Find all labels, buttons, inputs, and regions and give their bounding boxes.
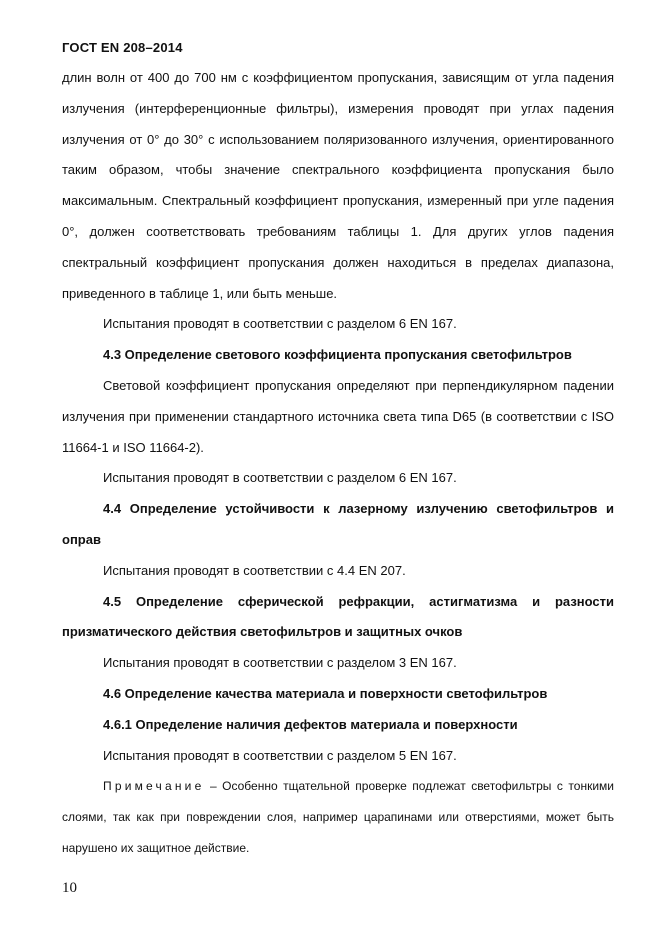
note-text: – Особенно тщательной проверке подлежат светофильтры с тонкими слоями, так как при повреждении слоя, например царапинами или отверстиями, может быть нарушено их защитное действие. (62, 779, 614, 855)
paragraph-test-reference: Испытания проводят в соответствии с 4.4 EN 207. (103, 562, 406, 578)
document-header: ГОСТ EN 208–2014 (62, 40, 183, 55)
paragraph-test-reference: Испытания проводят в соответствии с разделом 6 EN 167. (103, 470, 457, 486)
note-label: Примечание (103, 779, 205, 794)
page-number: 10 (62, 880, 77, 896)
paragraph-test-reference: Испытания проводят в соответствии с разделом 6 EN 167. (103, 316, 457, 332)
section-heading-4-6-1: 4.6.1 Определение наличия дефектов материала и поверхности (103, 716, 518, 732)
document-body (62, 63, 614, 864)
note-paragraph (62, 771, 614, 863)
section-heading-4-3: 4.3 Определение светового коэффициента пропускания светофильтров (103, 347, 572, 363)
paragraph-continued: длин волн от 400 до 700 нм с коэффициентом пропускания, зависящим от угла падения излучения (интерференционные фильтры), измерения проводят при углах падения излучения от 0° до 30° с использованием поляризованного излучения, ориентированного таким образом, чтобы значение спектрального коэффициента пропускания было максимальным. Спектральный коэффициент пропускания, измеренный при угле падения 0°, должен соответствовать требованиям таблицы 1. Для других углов падения спектральный коэффициент пропускания должен находиться в пределах диапазона, приведенного в таблице 1, или быть меньше. (62, 70, 614, 301)
section-heading-4-4: 4.4 Определение устойчивости к лазерному излучению светофильтров и оправ (62, 501, 614, 547)
paragraph-luminous-transmittance: Световой коэффициент пропускания определяют при перпендикулярном падении излучения при применении стандартного источника света типа D65 (в соответствии с ISO 11664-1 и ISO 11664-2). (62, 377, 614, 455)
section-heading-4-6: 4.6 Определение качества материала и поверхности светофильтров (103, 685, 548, 701)
section-heading-4-5: 4.5 Определение сферической рефракции, астигматизма и разности призматического действия светофильтров и защитных очков (62, 593, 614, 640)
paragraph-test-reference: Испытания проводят в соответствии с разделом 3 EN 167. (103, 655, 457, 671)
paragraph-test-reference: Испытания проводят в соответствии с разделом 5 EN 167. (103, 747, 457, 763)
